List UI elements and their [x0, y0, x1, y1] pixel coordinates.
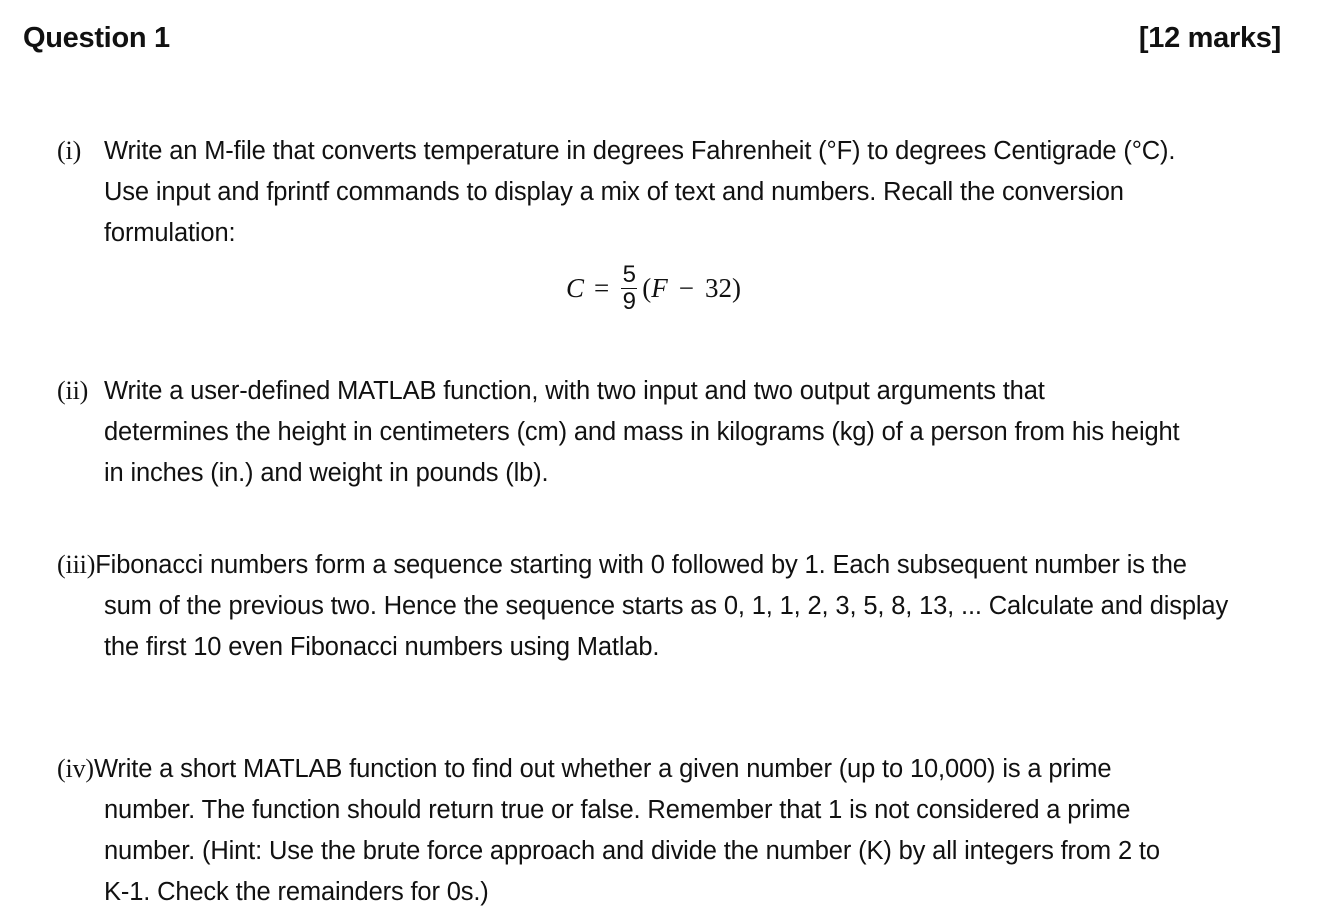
formula-variable: F — [651, 272, 668, 303]
question-part-iv — [57, 748, 1295, 913]
part-first-line — [57, 544, 1295, 586]
part-number: (iii) — [57, 550, 96, 579]
part-text-line: Fibonacci numbers form a sequence starting with 0 followed by 1. Each subsequent number is the — [95, 551, 1187, 579]
question-title: Question 1 — [23, 22, 170, 54]
formula-paren-close: ) — [731, 272, 741, 303]
part-number: (i) — [57, 136, 82, 165]
part-text-line: Use input and fprintf commands to display a mix of text and numbers. Recall the conversion — [104, 178, 1124, 206]
question-part-i — [57, 130, 1295, 254]
formula-equals: = — [594, 272, 610, 303]
fraction-denominator: 9 — [622, 287, 636, 315]
part-text-line: number. The function should return true or false. Remember that 1 is not considered a prime — [104, 796, 1131, 824]
question-part-iii — [57, 544, 1295, 668]
part-first-line — [57, 748, 1295, 790]
formula-paren-open: ( — [642, 272, 652, 303]
question-part-ii — [57, 370, 1295, 494]
conversion-formula — [566, 254, 741, 322]
part-first-line — [57, 130, 1295, 172]
part-text-line: in inches (in.) and weight in pounds (lb). — [104, 459, 549, 487]
part-text-line: Write a short MATLAB function to find out whether a given number (up to 10,000) is a prime — [93, 755, 1112, 783]
part-text-line: determines the height in centimeters (cm) and mass in kilograms (kg) of a person from his height — [104, 418, 1180, 446]
formula-operator: − — [678, 272, 694, 303]
question-marks: [12 marks] — [1138, 22, 1281, 54]
formula-fraction — [621, 262, 637, 315]
part-text-line: the first 10 even Fibonacci numbers using Matlab. — [104, 633, 660, 661]
part-text-line: Write an M-file that converts temperature in degrees Fahrenheit (°F) to degrees Centigrade (°C). — [104, 137, 1176, 165]
fraction-numerator: 5 — [622, 260, 636, 288]
part-text-line: number. (Hint: Use the brute force approach and divide the number (K) by all integers from 2 to — [104, 837, 1160, 865]
part-text-line: sum of the previous two. Hence the sequence starts as 0, 1, 1, 2, 3, 5, 8, 13, ... Calculate and display — [104, 592, 1229, 620]
part-text-line: formulation: — [104, 219, 236, 247]
part-number: (ii) — [57, 376, 89, 405]
part-text-line: K-1. Check the remainders for 0s.) — [104, 878, 489, 906]
part-text-line: Write a user-defined MATLAB function, with two input and two output arguments that — [104, 377, 1045, 405]
formula-lhs: C — [566, 272, 585, 303]
part-number: (iv) — [57, 754, 94, 783]
part-first-line — [57, 370, 1295, 412]
formula-constant: 32 — [704, 272, 732, 303]
